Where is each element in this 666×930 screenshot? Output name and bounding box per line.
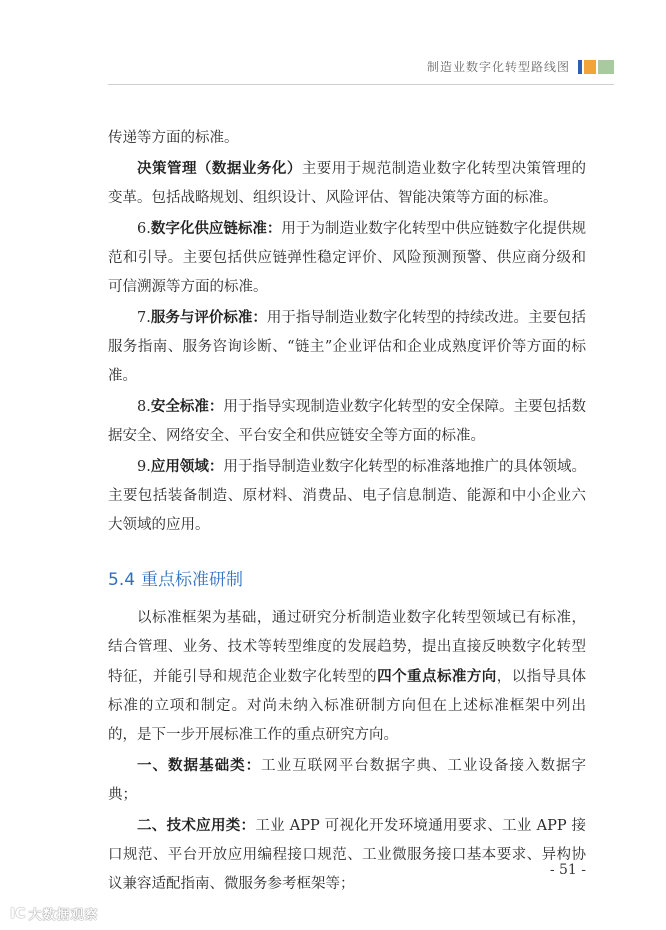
header-color-bars: [578, 60, 614, 74]
paragraph-heading: 数字化供应链标准：: [150, 220, 282, 237]
paragraph-text: ，以指导具体标准的立项和制定。对尚未纳入标准研制方向但在上述标准框架中列出的，是下一步开展标准工作的重点研究方向。: [108, 669, 587, 743]
paragraph-heading: 一、数据基础类：: [137, 757, 262, 774]
paragraph-text: 工业 APP 可视化开发环境通用要求、工业 APP 接口规范、平台开放应用编程接口规范、工业微服务接口基本要求、异构协议兼容适配指南、微服务参考框架等；: [108, 818, 586, 892]
paragraph-heading: 服务与评价标准：: [150, 309, 267, 326]
paragraph-security: [108, 392, 586, 451]
paragraph-section-intro: [108, 604, 586, 750]
paragraph-text: 用于指导实现制造业数字化转型的安全保障。主要包括数据安全、网络安全、平台安全和供应链安全等方面的标准。: [108, 399, 586, 444]
paragraph-number: 9.: [137, 459, 151, 475]
paragraph-text: 以标准框架为基础，通过研究分析制造业数字化转型领域已有标准，结合管理、业务、技术等转型维度的发展趋势，提出直接反映数字化转型特征，并能引导和规范企业数字化转型的: [108, 610, 586, 685]
paragraph-number: 7.: [137, 310, 151, 326]
header-bar-blue: [578, 60, 582, 74]
paragraph-supply-chain: [108, 214, 586, 302]
paragraph-text: 工业互联网平台数据字典、工业设备接入数据字典；: [108, 758, 587, 803]
paragraph-continuation: 传递等方面的标准。: [108, 130, 239, 146]
watermark: [10, 904, 99, 923]
header-divider: [108, 84, 614, 85]
paragraph-data-foundation: [108, 751, 586, 810]
paragraph-decision-management: [108, 154, 586, 213]
paragraph-heading: 应用领域：: [150, 458, 224, 475]
watermark-text: 大数据观察: [28, 908, 99, 923]
watermark-logo-icon: IC: [10, 905, 26, 922]
running-header: [427, 58, 614, 75]
paragraph-service-evaluation: [108, 303, 586, 391]
paragraph-text: 用于为制造业数字化转型中供应链数字化提供规范和引导。主要包括供应链弹性稳定评价、风险预测预警、供应商分级和可信溯源等方面的标准。: [108, 221, 587, 295]
header-bar-green: [598, 60, 614, 74]
paragraph-emphasis: 四个重点标准方向: [377, 668, 497, 685]
section-heading: [108, 567, 586, 593]
paragraph-text: 用于指导制造业数字化转型的持续改进。主要包括服务指南、服务咨询诊断、“链主”企业评估和企业成熟度评价等方面的标准。: [108, 310, 586, 384]
section-title: 重点标准研制: [141, 570, 244, 590]
running-header-title: 制造业数字化转型路线图: [426, 60, 570, 74]
paragraph-text: 用于指导制造业数字化转型的标准落地推广的具体领域。主要包括装备制造、原材料、消费品、电子信息制造、能源和中小企业六大领域的应用。: [108, 459, 586, 533]
section-number: 5.4: [108, 570, 136, 590]
page-number: - 51 -: [549, 862, 586, 878]
paragraph-text: 主要用于规范制造业数字化转型决策管理的变革。包括战略规划、组织设计、风险评估、智能决策等方面的标准。: [108, 161, 587, 206]
header-bar-orange: [584, 60, 596, 74]
paragraph-number: 8.: [137, 399, 151, 415]
paragraph-technical-application: [108, 811, 586, 899]
paragraph-number: 6.: [137, 221, 151, 237]
paragraph-heading: 二、技术应用类：: [137, 817, 256, 834]
paragraph-application-fields: [108, 452, 586, 540]
paragraph-heading: 决策管理（数据业务化）: [137, 160, 302, 177]
page-body: [108, 124, 586, 900]
paragraph-heading: 安全标准：: [150, 398, 224, 415]
